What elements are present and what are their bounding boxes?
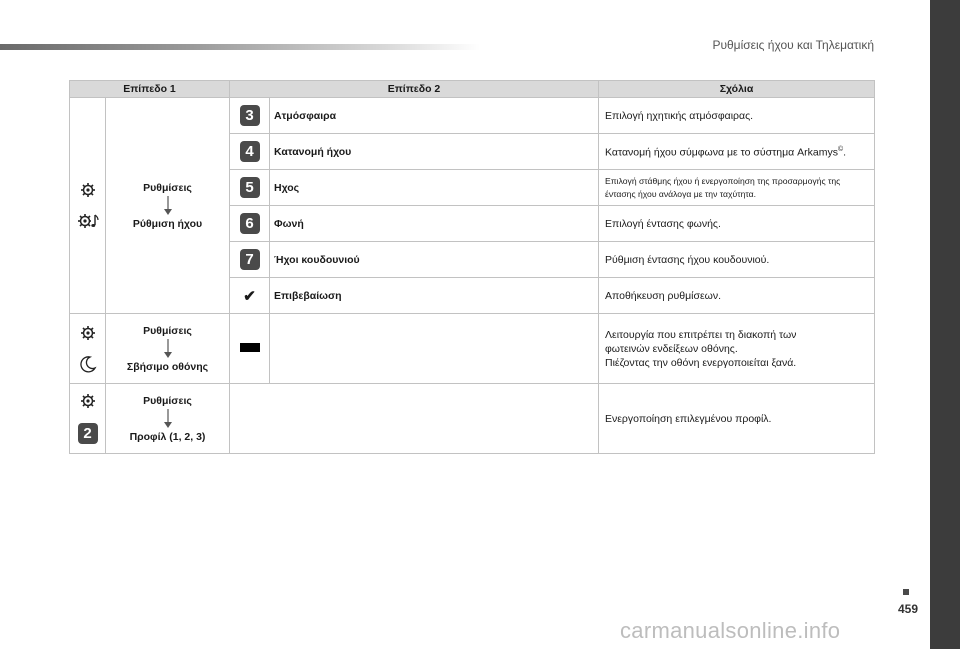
watermark: carmanualsonline.info xyxy=(620,618,841,643)
level2-name: Φωνή xyxy=(270,206,599,242)
audio-settings-icon xyxy=(77,212,99,230)
level1-label-profile xyxy=(106,384,230,454)
moon-icon xyxy=(79,355,97,373)
comment-text: Επιλογή ηχητικής ατμόσφαιρας. xyxy=(599,98,875,134)
level1-bottom-label: Ρύθμιση ήχου xyxy=(132,217,203,230)
comment-text: Αποθήκευση ρυθμίσεων. xyxy=(599,278,875,314)
level2-name: Ήχοι κουδουνιού xyxy=(270,242,599,278)
badge-2-icon: 2 xyxy=(78,423,98,444)
comment-text: Επιλογή έντασης φωνής. xyxy=(599,206,875,242)
comment-text: Ενεργοποίηση επιλεγμένου προφίλ. xyxy=(599,384,875,454)
level2-name: Επιβεβαίωση xyxy=(270,278,599,314)
settings-table xyxy=(69,80,875,454)
side-tab-bar xyxy=(930,0,960,649)
page-number: 459 xyxy=(898,602,919,616)
comment-line: Λειτουργία που επιτρέπει τη διακοπή των xyxy=(605,328,797,341)
level2-name: Ηχος xyxy=(270,170,599,206)
arrow-down-icon xyxy=(163,196,173,216)
copyright-mark: © xyxy=(837,146,844,154)
badge-6-icon: 6 xyxy=(240,213,260,234)
level1-label-audio xyxy=(106,98,230,314)
level1-top-label: Ρυθμίσεις xyxy=(143,324,192,337)
arrow-down-icon xyxy=(163,409,173,429)
screen-off-bar-icon xyxy=(240,343,260,352)
level1-label-screen xyxy=(106,314,230,384)
checkmark-icon: ✔ xyxy=(243,287,256,305)
level1-icons-profile xyxy=(70,384,106,454)
settings-gear-icon xyxy=(80,393,96,409)
level2-empty xyxy=(230,384,599,454)
level1-bottom-label: Σβήσιμο οθόνης xyxy=(126,360,209,373)
level2-name: Ατμόσφαιρα xyxy=(270,98,599,134)
arrow-down-icon xyxy=(163,339,173,359)
level2-name: Κατανομή ήχου xyxy=(270,134,599,170)
comment-end: . xyxy=(843,146,847,159)
column-header-comments: Σχόλια xyxy=(599,81,875,98)
comment-line: φωτεινών ενδείξεων οθόνης. xyxy=(605,342,738,355)
comment-main: Κατανομή ήχου σύμφωνα με το σύστημα Arkamys xyxy=(605,146,838,159)
table-row xyxy=(70,314,875,384)
comment-text: Ρύθμιση έντασης ήχου κουδουνιού. xyxy=(599,242,875,278)
level1-top-label: Ρυθμίσεις xyxy=(143,394,192,407)
settings-gear-icon xyxy=(80,325,96,341)
table-header-row xyxy=(70,81,875,98)
level1-icons-audio xyxy=(70,98,106,314)
page-title: Ρυθμίσεις ήχου και Τηλεματική xyxy=(712,38,874,52)
comment-text xyxy=(599,314,875,384)
badge-5-icon: 5 xyxy=(240,177,260,198)
page-marker xyxy=(903,589,909,595)
badge-4-icon: 4 xyxy=(240,141,260,162)
settings-gear-icon xyxy=(80,182,96,198)
badge-7-icon: 7 xyxy=(240,249,260,270)
badge-3-icon: 3 xyxy=(240,105,260,126)
level1-bottom-label: Προφίλ (1, 2, 3) xyxy=(129,430,206,443)
comment-line: Πιέζοντας την οθόνη ενεργοποιείται ξανά. xyxy=(605,356,797,369)
comment-text: Επιλογή στάθμης ήχου ή ενεργοποίηση της προσαρμογής της έντασης ήχου ανάλογα με την ταχύτητα. xyxy=(599,170,875,206)
table-row xyxy=(70,98,875,134)
table-row xyxy=(70,384,875,454)
header-gradient-bar xyxy=(0,44,480,50)
comment-text xyxy=(599,134,875,170)
column-header-level1: Επίπεδο 1 xyxy=(70,81,230,98)
column-header-level2: Επίπεδο 2 xyxy=(230,81,599,98)
level1-top-label: Ρυθμίσεις xyxy=(143,181,192,194)
level1-icons-screen xyxy=(70,314,106,384)
level2-empty xyxy=(270,314,599,384)
